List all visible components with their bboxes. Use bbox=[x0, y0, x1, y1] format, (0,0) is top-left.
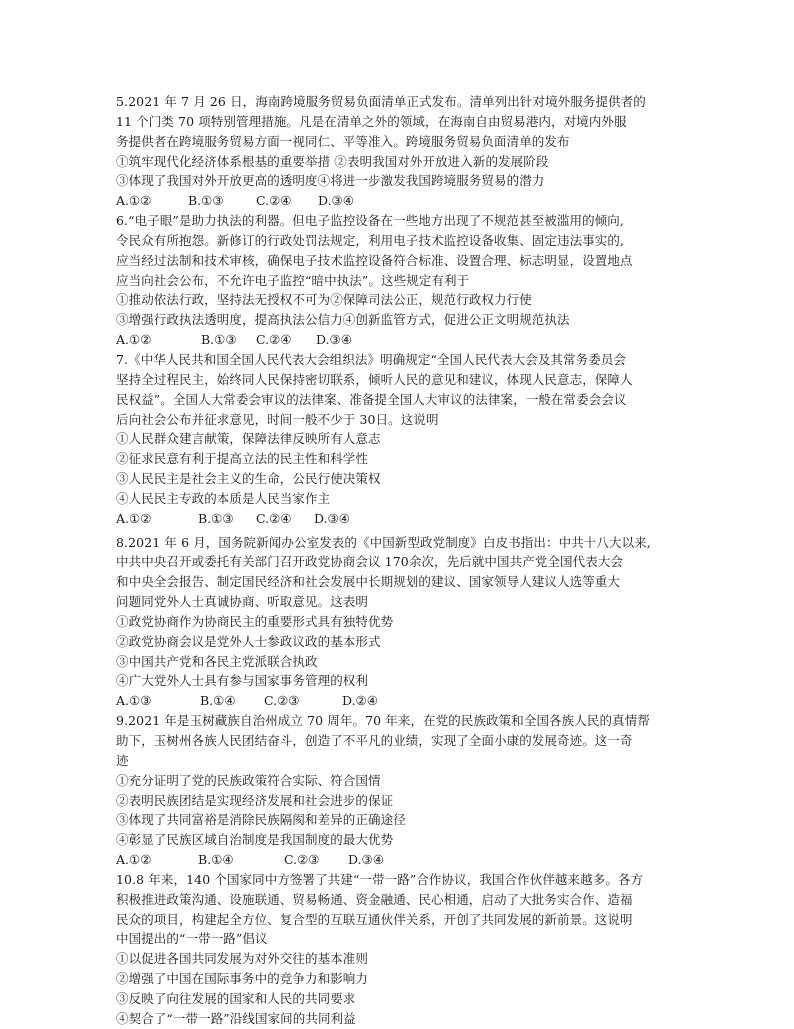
question-10-stem-line-3: 民众的项目，构建起全方位、复合型的互联互通伙伴关系，开创了共同发展的新前景。这说明 bbox=[116, 911, 633, 927]
question-7-stem-line-4: 后向社会公布并征求意见，时间一般不少于 30日。这说明 bbox=[116, 411, 439, 427]
question-8-option-1: ①政党协商作为协商民主的重要形式具有独特优势 bbox=[116, 613, 394, 629]
question-10-option-2: ②增强了中国在国际事务中的竞争力和影响力 bbox=[116, 971, 369, 987]
answer-choice-d: D.③④ bbox=[316, 332, 352, 348]
question-7-stem-line-1: 7.《中华人民共和国全国人民代表大会组织法》明确规定“全国人民代表大会及其常务委员会 bbox=[116, 351, 627, 367]
question-5-stem-line-1: 5.2021 年 7 月 26 日，海南跨境服务贸易负面清单正式发布。清单列出针对境外服务提供者的 bbox=[116, 94, 646, 109]
question-8 bbox=[116, 533, 716, 712]
question-6-answer-choices bbox=[116, 330, 716, 350]
answer-choice-a: A.①② bbox=[116, 193, 152, 209]
answer-choice-c: C.②④ bbox=[256, 510, 292, 526]
question-6 bbox=[116, 211, 716, 350]
question-6-stem-line-4: 应当向社会公布，不允许电子监控“暗中执法”。这些规定有利于 bbox=[116, 272, 470, 288]
question-9-option-2: ②表明民族团结是实现经济发展和社会进步的保证 bbox=[116, 792, 394, 808]
answer-choice-c: C.②③ bbox=[264, 693, 300, 709]
question-8-stem-line-2: 中共中央召开或委托有关部门召开政党协商会议 170余次，先后就中国共产党全国代表大会 bbox=[116, 554, 624, 570]
answer-choice-d: D.③④ bbox=[314, 510, 350, 526]
exam-content bbox=[116, 92, 716, 1029]
answer-choice-b: B.①④ bbox=[200, 693, 236, 709]
question-8-option-4: ④广大党外人士具有参与国家事务管理的权利 bbox=[116, 673, 369, 689]
answer-choice-b: B.①③ bbox=[201, 332, 237, 348]
answer-choice-c: C.②③ bbox=[284, 852, 320, 868]
question-9-option-1: ①充分证明了党的民族政策符合实际、符合国情 bbox=[116, 772, 381, 788]
answer-choice-a: A.①② bbox=[116, 852, 152, 868]
question-7-stem-line-2: 坚持全过程民主，始终同人民保持密切联系，倾听人民的意见和建议，体现人民意志，保障人 bbox=[116, 371, 633, 387]
question-10-option-3: ③反映了向往发展的国家和人民的共同要求 bbox=[116, 990, 356, 1006]
question-10 bbox=[116, 870, 716, 1029]
question-7-option-1: ①人民群众建言献策，保障法律反映所有人意志 bbox=[116, 431, 381, 447]
question-5-option-line-1: ①筑牢现代化经济体系根基的重要举措 ②表明我国对外开放进入新的发展阶段 bbox=[116, 153, 549, 169]
question-9-option-3: ③体现了共同富裕是消除民族隔阂和差异的正确途径 bbox=[116, 812, 406, 828]
question-6-stem-line-3: 应当经过法制和技术审核，确保电子技术监控设备符合标准、设置合理、标志明显，设置地点 bbox=[116, 252, 633, 268]
question-5-stem-line-3: 务提供者在跨境服务贸易方面一视同仁、平等准入。跨境服务贸易负面清单的发布 bbox=[116, 133, 570, 149]
answer-choice-b: B.①③ bbox=[198, 510, 234, 526]
question-10-stem-line-2: 积极推进政策沟通、设施联通、贸易畅通、资金融通、民心相通，启动了大批务实合作、造福 bbox=[116, 891, 633, 907]
question-7-option-3: ③人民民主是社会主义的生命，公民行使决策权 bbox=[116, 471, 381, 487]
question-7-option-4: ④人民民主专政的本质是人民当家作主 bbox=[116, 490, 331, 506]
question-8-stem-line-3: 和中央全会报告、制定国民经济和社会发展中长期规划的建议、国家领导人建议人选等重大 bbox=[116, 574, 621, 590]
question-9-stem-line-1: 9.2021 年是玉树藏族自治州成立 70 周年。70 年来，在党的民族政策和全国各族人民的真情帮 bbox=[116, 713, 650, 729]
question-10-option-4: ④契合了“一带一路”沿线国家间的共同利益 bbox=[116, 1010, 356, 1026]
question-5-answer-choices bbox=[116, 191, 716, 211]
question-9-answer-choices bbox=[116, 850, 716, 870]
question-9-stem-line-2: 助下，玉树州各族人民团结奋斗，创造了不平凡的业绩，实现了全面小康的发展奇迹。这一奇 bbox=[116, 733, 633, 748]
answer-choice-c: C.②④ bbox=[256, 193, 292, 209]
question-5-stem-line-2: 11 个门类 70 项特别管理措施。凡是在清单之外的领域，在海南自由贸易港内，对境内外服 bbox=[116, 113, 627, 129]
question-8-answer-choices bbox=[116, 691, 716, 711]
question-5 bbox=[116, 92, 716, 211]
question-10-stem-line-4: 中国提出的“一带一路”倡议 bbox=[116, 931, 268, 947]
answer-choice-a: A.①② bbox=[116, 332, 152, 348]
answer-choice-d: D.③④ bbox=[348, 852, 384, 868]
answer-choice-d: D.③④ bbox=[318, 193, 354, 209]
question-7 bbox=[116, 350, 716, 529]
question-5-option-line-2: ③体现了我国对外开放更高的透明度④将进一步激发我国跨境服务贸易的潜力 bbox=[116, 173, 545, 189]
answer-choice-c: C.②④ bbox=[256, 332, 292, 348]
answer-choice-b: B.①④ bbox=[198, 852, 234, 868]
question-9-option-4: ④彰显了民族区域自治制度是我国制度的最大优势 bbox=[116, 832, 394, 848]
question-7-stem-line-3: 民权益”。全国人大常委会审议的法律案、准备提全国人大审议的法律案，一般在常委会会议 bbox=[116, 391, 627, 407]
question-6-stem-line-1: 6.“电子眼”是助力执法的利器。但电子监控设备在一些地方出现了不规范甚至被滥用的倾向, bbox=[116, 213, 624, 229]
question-8-option-2: ②政党协商会议是党外人士参政议政的基本形式 bbox=[116, 633, 381, 649]
question-6-option-line-2: ③增强行政执法透明度，提高执法公信力④创新监管方式，促进公正文明规范执法 bbox=[116, 312, 570, 328]
question-10-stem-line-1: 10.8 年来，140 个国家同中方签署了共建“一带一路”合作协议，我国合作伙伴越来越多。各方 bbox=[116, 871, 644, 887]
answer-choice-a: A.①② bbox=[116, 510, 152, 526]
question-6-stem-line-2: 令民众有所抱怨。新修订的行政处罚法规定，利用电子技术监控设备收集、固定违法事实的, bbox=[116, 232, 625, 248]
question-9-stem-line-3: 迹 bbox=[116, 752, 129, 768]
answer-choice-d: D.②④ bbox=[342, 693, 378, 709]
question-8-stem-line-1: 8.2021 年 6 月，国务院新闻办公室发表的《中国新型政党制度》白皮书指出：中共十八大以来, bbox=[116, 534, 651, 550]
question-8-stem-line-4: 问题同党外人士真诚协商、听取意见。这表明 bbox=[116, 594, 369, 610]
answer-choice-b: B.①③ bbox=[188, 193, 224, 209]
question-6-option-line-1: ①推动依法行政，坚持法无授权不可为②保障司法公正，规范行政权力行使 bbox=[116, 292, 532, 308]
question-7-answer-choices bbox=[116, 509, 716, 529]
question-8-option-3: ③中国共产党和各民主党派联合执政 bbox=[116, 653, 318, 669]
question-7-option-2: ②征求民意有利于提高立法的民主性和科学性 bbox=[116, 451, 369, 467]
question-9 bbox=[116, 711, 716, 870]
answer-choice-a: A.①③ bbox=[116, 693, 152, 709]
question-10-option-1: ①以促进各国共同发展为对外交往的基本准则 bbox=[116, 951, 369, 967]
